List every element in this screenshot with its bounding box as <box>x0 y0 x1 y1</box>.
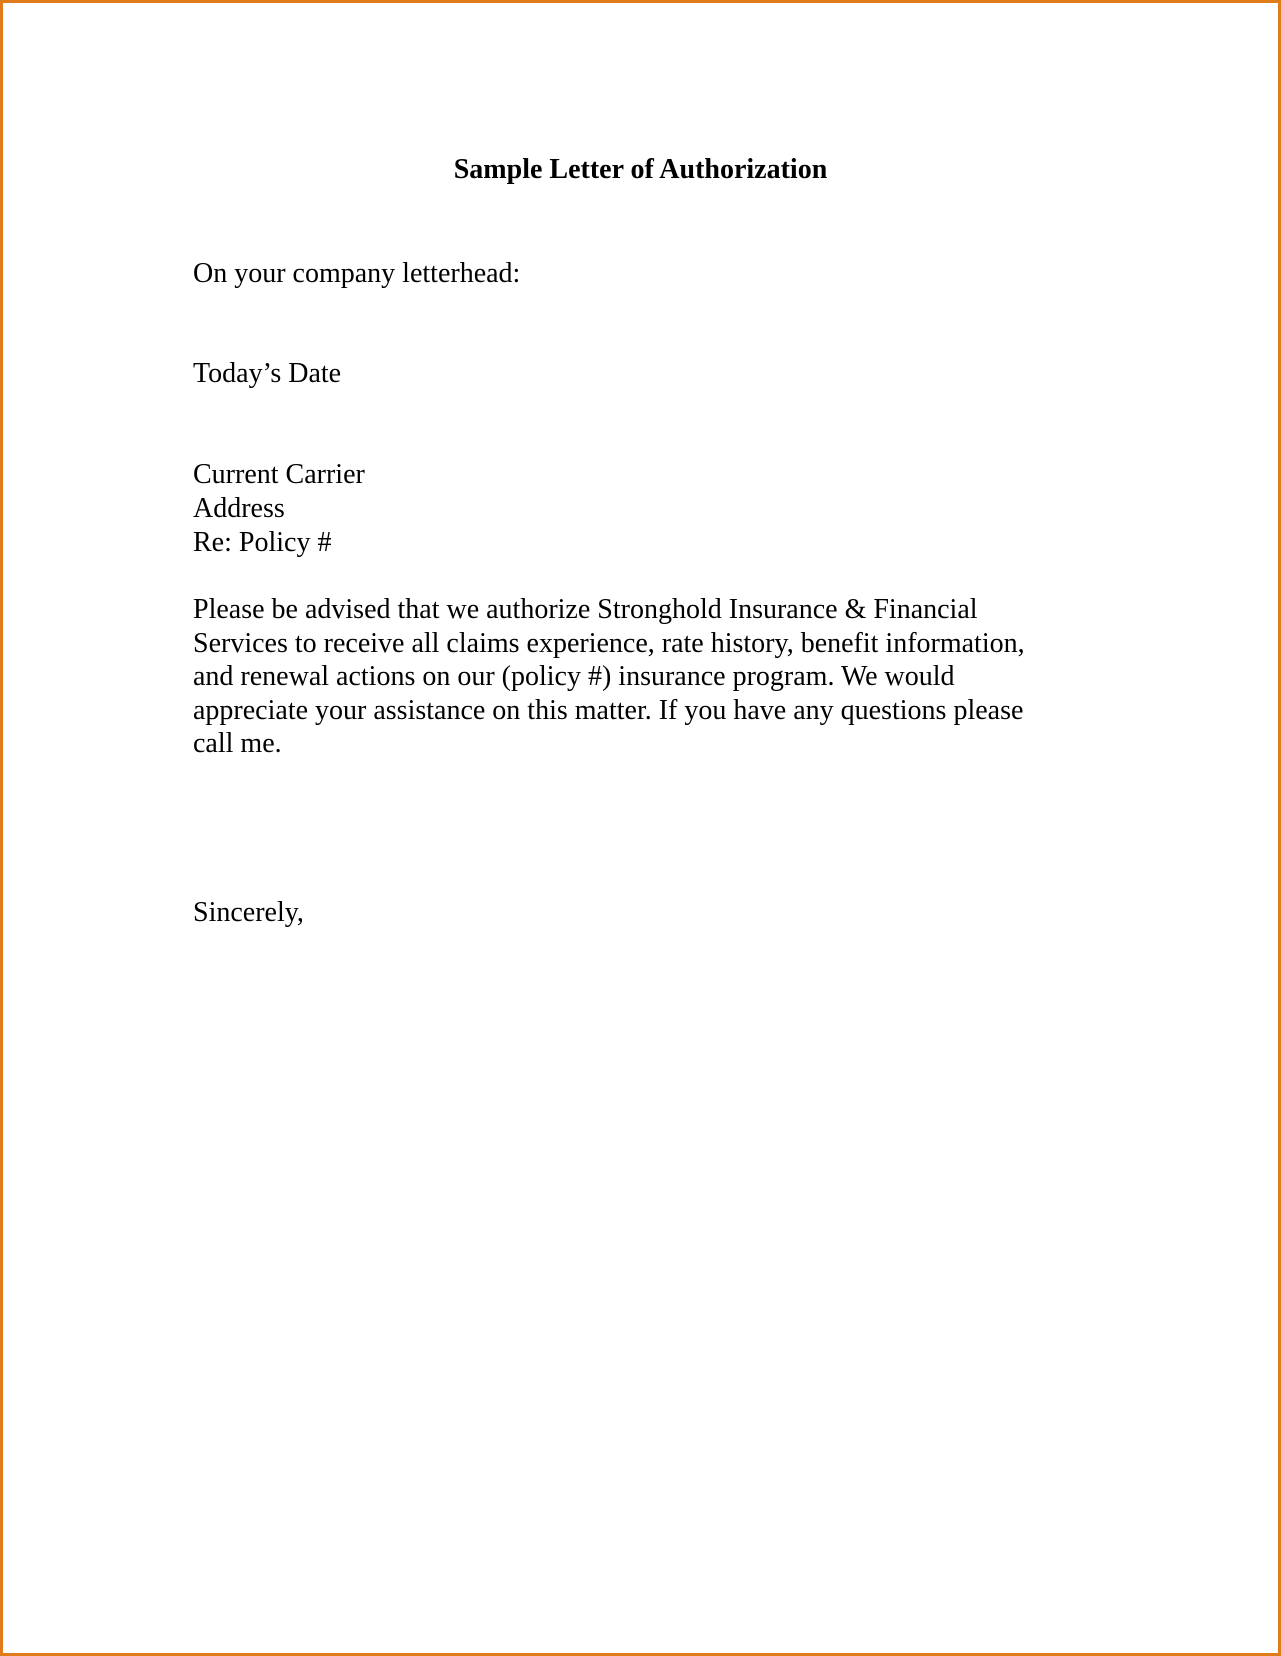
closing: Sincerely, <box>193 897 304 928</box>
re-policy-line: Re: Policy # <box>193 527 332 558</box>
letter-title: Sample Letter of Authorization <box>453 154 828 185</box>
date-line: Today’s Date <box>193 358 342 389</box>
letterhead-note: On your company letterhead: <box>193 258 521 289</box>
body-line: appreciate your assistance on this matter. If you have any questions please <box>193 694 1024 726</box>
body-line: call me. <box>193 728 282 759</box>
body-line: Services to receive all claims experience, rate history, benefit information, <box>193 627 1025 659</box>
body-line: Please be advised that we authorize Stronghold Insurance & Financial <box>193 594 978 625</box>
body-paragraph <box>193 593 1025 761</box>
recipient-carrier: Current Carrier <box>193 459 365 490</box>
body-line: and renewal actions on our (policy #) insurance program. We would <box>193 661 955 692</box>
recipient-address: Address <box>193 493 285 524</box>
